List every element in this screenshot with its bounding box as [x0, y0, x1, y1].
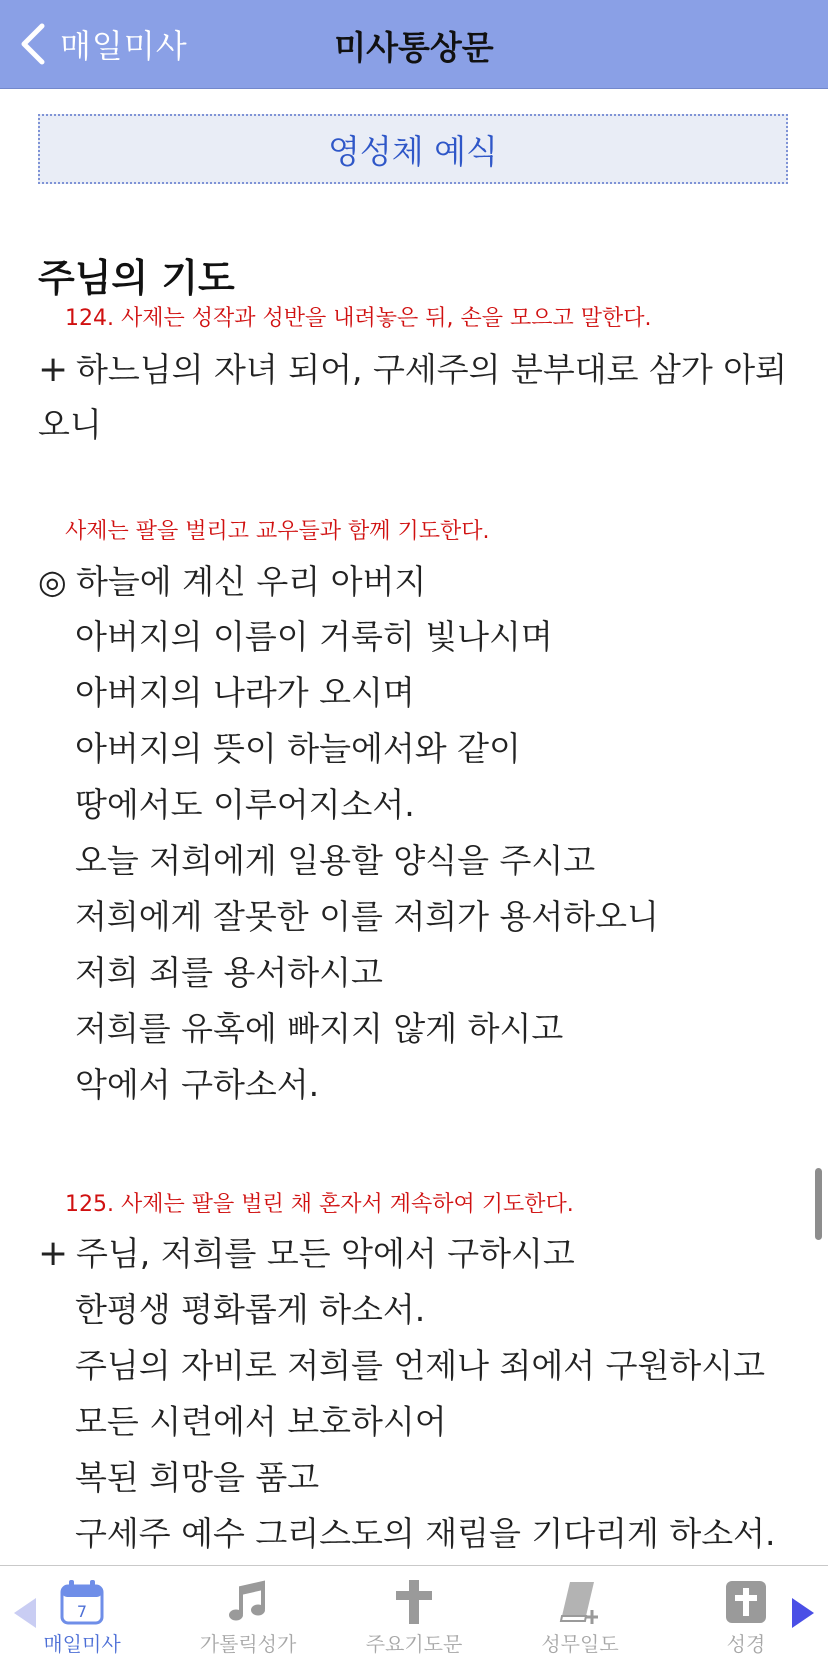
calendar-day-number: 7: [76, 1602, 88, 1621]
music-note-icon: [224, 1578, 272, 1626]
rubric-124: 124. 사제는 성작과 성반을 내려놓은 뒤, 손을 모으고 말한다.: [65, 306, 652, 331]
embolism-line: 한평생 평화롭게 하소서.: [75, 1290, 426, 1329]
back-button-label: 매일미사: [60, 27, 188, 65]
lords-prayer-line: 땅에서도 이루어지소서.: [75, 785, 415, 824]
lords-prayer-text-first: 하늘에 계신 우리 아버지: [76, 562, 427, 601]
lords-prayer-line: 저희 죄를 용서하시고: [75, 953, 383, 992]
lords-prayer-line-first: [38, 556, 426, 603]
priest-intro-text-1: 하느님의 자녀 되어, 구세주의 분부대로 삼가 아뢰: [76, 350, 787, 389]
section-button-communion-rite[interactable]: 영성체 예식: [38, 114, 788, 184]
tab-liturgy-of-hours[interactable]: [500, 1566, 660, 1655]
tab-liturgy-of-hours-label: 성무일도: [541, 1632, 619, 1656]
tab-catholic-hymns-label: 가톨릭성가: [199, 1632, 297, 1656]
lords-prayer-line: 아버지의 나라가 오시며: [75, 673, 415, 712]
scrollbar-thumb[interactable]: [815, 1168, 822, 1240]
people-mark: ◎: [38, 562, 67, 601]
prayer-content[interactable]: [0, 89, 828, 1565]
lords-prayer-line: 오늘 저희에게 일용할 양식을 주시고: [75, 841, 596, 880]
tab-bible-label: 성경: [726, 1632, 766, 1656]
embolism-line: 주님의 자비로 저희를 언제나 죄에서 구원하시고: [75, 1346, 766, 1385]
embolism-line-first: [38, 1228, 575, 1275]
rubric-together: 사제는 팔을 벌리고 교우들과 함께 기도한다.: [65, 519, 490, 544]
tab-bar: [0, 1565, 828, 1655]
priest-intro-line-2: 오니: [38, 405, 102, 444]
lords-prayer-line: 저희를 유혹에 빠지지 않게 하시고: [75, 1009, 564, 1048]
lords-prayer-line: 저희에게 잘못한 이를 저희가 용서하오니: [75, 897, 659, 936]
lords-prayer-line: 악에서 구하소서.: [75, 1065, 320, 1104]
priest-mark: +: [38, 349, 69, 390]
scroll-right-arrow-icon[interactable]: [790, 1596, 816, 1630]
tab-daily-mass-label: 매일미사: [43, 1632, 121, 1656]
page-title: 미사통상문: [334, 28, 494, 67]
tab-main-prayers[interactable]: [334, 1566, 494, 1655]
prayer-book-icon: [556, 1578, 604, 1626]
calendar-icon: [58, 1578, 106, 1626]
tab-main-prayers-label: 주요기도문: [365, 1632, 463, 1656]
cross-icon: [390, 1578, 438, 1626]
nav-bar: [0, 0, 828, 89]
section-heading: 주님의 기도: [38, 256, 235, 300]
tab-daily-mass[interactable]: [2, 1566, 162, 1655]
bible-icon: [722, 1578, 770, 1626]
priest-mark: +: [38, 1233, 69, 1274]
rubric-125: 125. 사제는 팔을 벌린 채 혼자서 계속하여 기도한다.: [65, 1192, 574, 1217]
embolism-line: 복된 희망을 품고: [75, 1458, 320, 1497]
tab-catholic-hymns[interactable]: [168, 1566, 328, 1655]
embolism-line: 모든 시련에서 보호하시어: [75, 1402, 447, 1441]
lords-prayer-line: 아버지의 이름이 거룩히 빛나시며: [75, 617, 553, 656]
embolism-text-first: 주님, 저희를 모든 악에서 구하시고: [76, 1234, 575, 1273]
priest-intro-line-1: [38, 344, 787, 391]
embolism-line: 구세주 예수 그리스도의 재림을 기다리게 하소서.: [75, 1514, 776, 1553]
lords-prayer-line: 아버지의 뜻이 하늘에서와 같이: [75, 729, 521, 768]
